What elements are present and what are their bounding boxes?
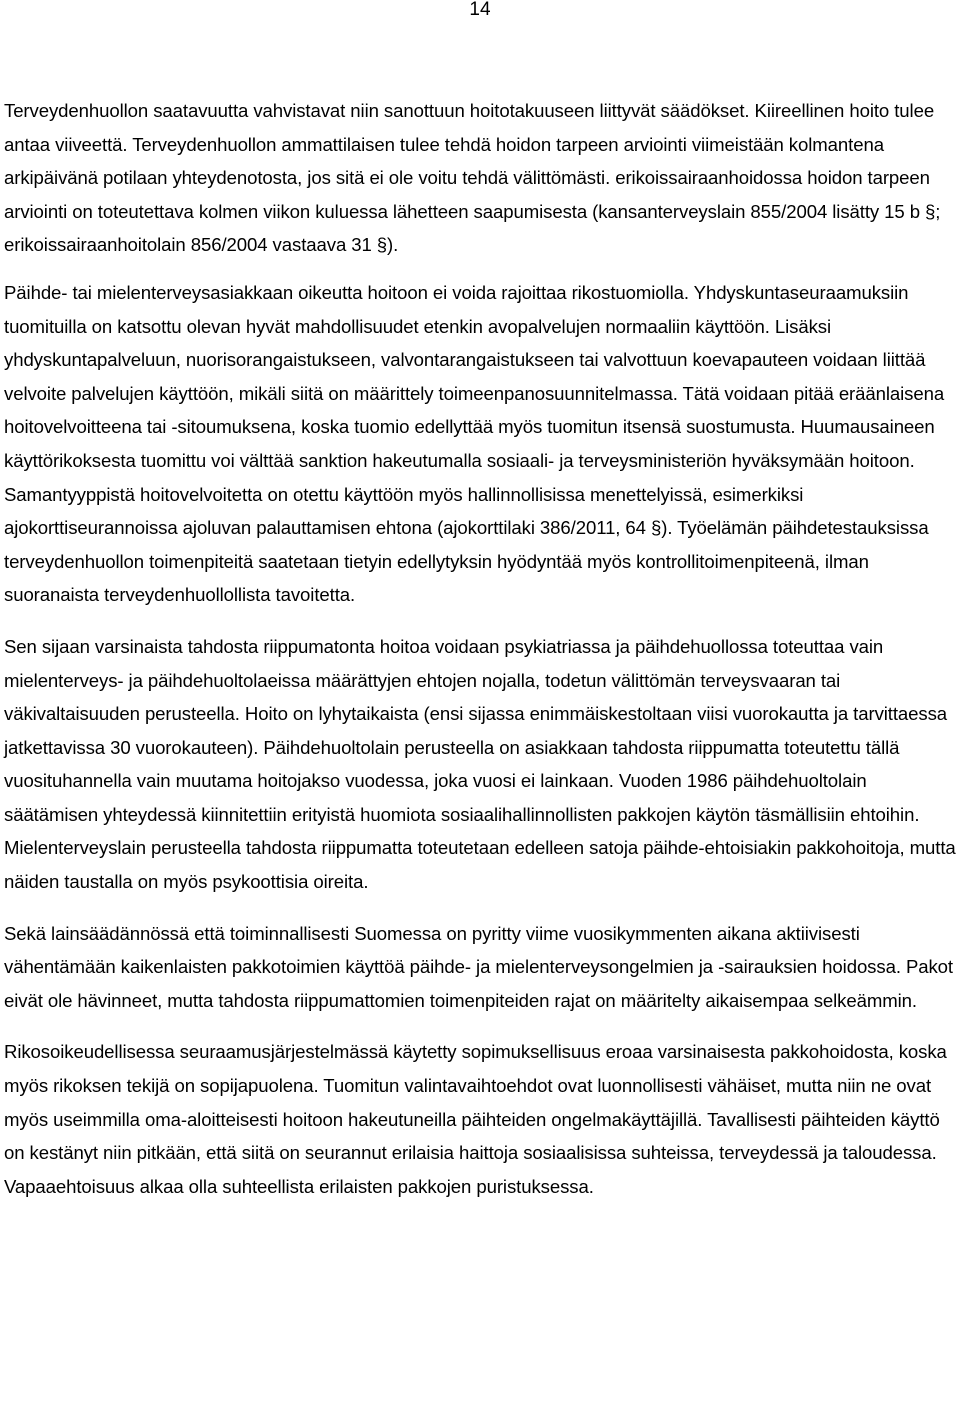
paragraph-hoitotakuu: Terveydenhuollon saatavuutta vahvistavat niin sanottuun hoitotakuuseen liittyvät säädökset. Kiireellinen hoito tulee antaa viiveettä. Terveydenhuollon ammattilaisen tulee tehdä hoidon tarpeen arviointi viimeistään kolmantena arkipäivänä potilaan yhteydenotosta, jos sitä ei ole voitu tehdä välittömästi. erikoissairaanhoidossa hoidon tarpeen arviointi on toteutettava kolmen viikon kuluessa lähetteen saapumisesta (kansanterveyslain 855/2004 lisätty 15 b §; erikoissairaanhoitolain 856/2004 vastaava 31 §). <box>4 100 941 256</box>
paragraph-sopimuksellisuus: Rikosoikeudellisessa seuraamusjärjestelmässä käytetty sopimuksellisuus eroaa varsinaisesta pakkohoidosta, koska myös rikoksen tekijä on sopijapuolena. Tuomitun valintavaihtoehdot ovat luonnollisesti vähäiset, mutta niin ne ovat myös useimmilla oma-aloitteisesti hoitoon hakeutuneilla päihteiden ongelmakäyttäjillä. Tavallisesti päihteiden käyttö on kestänyt niin pitkään, että siitä on seurannut erilaisia haittoja sosiaalisissa suhteissa, terveydessä ja taloudessa. Vapaaehtoisuus alkaa olla suhteellista erilaisten pakkojen puristuksessa. <box>4 1041 947 1197</box>
page-number: 14 <box>469 0 491 20</box>
paragraph-pakkotoimet: Sekä lainsäädännössä että toiminnallisesti Suomessa on pyritty viime vuosikymmenten aikana aktiivisesti vähentämään kaikenlaisten pakkotoimien käyttöä päihde- ja mielenterveysongelmien ja -sairauksien hoidossa. Pakot eivät ole hävinneet, mutta tahdosta riippumattomien toimenpiteiden rajat on määritelty aikaisempaa selkeämmin. <box>4 922 953 1011</box>
paragraph-rikostuomio: Päihde- tai mielenterveysasiakkaan oikeutta hoitoon ei voida rajoittaa rikostuomiolla. Yhdyskuntaseuraamuksiin tuomituilla on katsottu olevan hyvät mahdollisuudet etenkin avopalvelujen normaaliin käyttöön. Lisäksi yhdyskuntapalveluun, nuorisorangaistukseen, valvontarangaistukseen tai valvottuun koevapauteen voidaan liittää velvoite palvelujen käyttöön, mikäli siitä on määrittely toimeenpanosuunnitelmassa. Tätä voidaan pitää eräänlaisena hoitovelvoitteena tai -sitoumuksena, koska tuomio edellyttää myös tuomitun itsensä suostumusta. Huumausaineen käyttörikoksesta tuomittu voi välttää sanktion hakeutumalla sosiaali- ja terveysministeriön hyväksymään hoitoon. Samantyyppistä hoitovelvoitetta on otettu käyttöön myös hallinnollisissa menettelyissä, esimerkiksi ajokorttiseurannoissa ajoluvan palauttamisen ehtona (ajokorttilaki 386/2011, 64 §). Työelämän päihdetestauksissa terveydenhuollon toimenpiteitä saatetaan tietyin edellytyksin hyödyntää myös kontrollitoimenpiteenä, ilman suoranaista terveydenhuollollista tavoitetta. <box>4 281 945 606</box>
document-body <box>4 94 958 1203</box>
paragraph-tahdosta-riippumaton-hoito: Sen sijaan varsinaista tahdosta riippumatonta hoitoa voidaan psykiatriassa ja päihdehuollossa toteuttaa vain mielenterveys- ja päihdehuoltolaeissa määrättyjen ehtojen nojalla, todetun välittömän terveysvaaran tai väkivaltaisuuden perusteella. Hoito on lyhytaikaista (ensi sijassa enimmäiskestoltaan viisi vuorokautta ja tarvittaessa jatkettavissa 30 vuorokauteen). Päihdehuoltolain perusteella on asiakkaan tahdosta riippumatta toteutettu tällä vuosituhannella vain muutama hoitojakso vuodessa, joka vuosi ei lainkaan. Vuoden 1986 päihdehuoltolain säätämisen yhteydessä kiinnitettiin erityistä huomiota sosiaalihallinnollisten pakkojen käytön täsmällisiin ehtoihin. Mielenterveyslain perusteella tahdosta riippumatta toteutetaan edelleen satoja päihde-ehtoisiakin pakkohoitoja, mutta näiden taustalla on myös psykoottisia oireita. <box>4 635 956 893</box>
